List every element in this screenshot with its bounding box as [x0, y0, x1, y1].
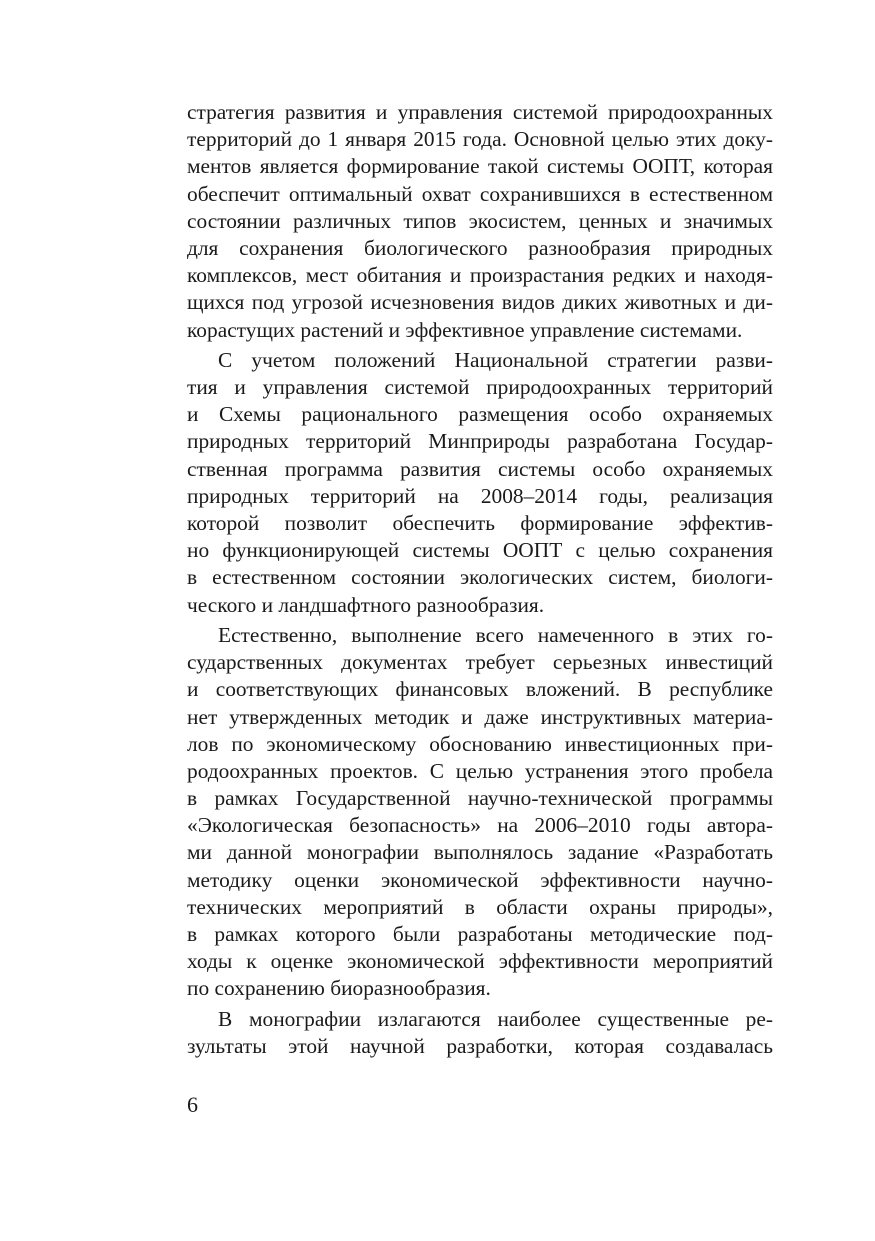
- text-line: сударственных документах требует серьезных инвестиций: [187, 650, 773, 675]
- text-line: состоянии различных типов экосистем, ценных и значимых: [187, 208, 773, 233]
- text-line: «Экологическая безопасность» на 2006–2010 годы автора-: [187, 813, 773, 838]
- text-line: родоохранных проектов. С целью устранения этого пробела: [187, 758, 773, 783]
- text-line: С учетом положений Национальной стратегии разви-: [218, 347, 773, 372]
- text-line: методику оценки экономической эффективности научно-: [187, 867, 773, 892]
- paragraph: [187, 622, 773, 1003]
- text-line: и соответствующих финансовых вложений. В республике: [187, 677, 773, 702]
- text-line: ходы к оценке экономической эффективности мероприятий: [187, 949, 773, 974]
- text-line: Естественно, выполнение всего намеченного в этих го-: [218, 622, 773, 647]
- text-line: щихся под угрозой исчезновения видов диких животных и ди-: [187, 290, 773, 315]
- text-line: корастущих растений и эффективное управление системами.: [187, 317, 743, 342]
- text-line: ми данной монографии выполнялось задание «Разработать: [187, 840, 773, 865]
- text-line: нет утвержденных методик и даже инструктивных материа-: [187, 704, 773, 729]
- text-line: в естественном состоянии экологических систем, биологи-: [187, 565, 773, 590]
- paragraph: [187, 347, 773, 619]
- text-line: природных территорий на 2008–2014 годы, реализация: [187, 483, 773, 508]
- text-line: зультаты этой научной разработки, которая создавалась: [187, 1033, 773, 1058]
- text-line: по сохранению биоразнообразия.: [187, 976, 491, 1001]
- text-line: ментов является формирование такой системы ООПТ, которая: [187, 154, 773, 179]
- text-line: в рамках которого были разработаны методические под-: [187, 922, 773, 946]
- text-line: которой позволит обеспечить формирование эффектив-: [187, 511, 773, 535]
- text-line: технических мероприятий в области охраны природы»,: [187, 894, 773, 919]
- paragraph: [187, 99, 773, 344]
- text-line: ственная программа развития системы особо охраняемых: [187, 456, 773, 481]
- text-line: обеспечит оптимальный охват сохранившихся в естественном: [187, 181, 773, 206]
- text-line: но функционирующей системы ООПТ с целью сохранения: [187, 538, 773, 563]
- text-line: стратегия развития и управления системой природоохранных: [187, 100, 773, 124]
- text-line: и Схемы рационального размещения особо охраняемых: [187, 402, 773, 427]
- text-line: ческого и ландшафтного разнообразия.: [187, 592, 545, 617]
- text-line: для сохранения биологического разнообразия природных: [187, 235, 773, 260]
- page-number: 6: [187, 1092, 198, 1117]
- body-text: [187, 99, 773, 1063]
- text-line: в рамках Государственной научно-технической программы: [187, 786, 773, 811]
- text-line: комплексов, мест обитания и произрастания редких и находя-: [187, 263, 773, 288]
- text-line: лов по экономическому обоснованию инвестиционных при-: [187, 731, 773, 756]
- text-line: тия и управления системой природоохранных территорий: [187, 375, 773, 400]
- paragraph: [187, 1006, 773, 1060]
- text-line: В монографии излагаются наиболее существенные ре-: [218, 1006, 773, 1031]
- text-line: территорий до 1 января 2015 года. Основной целью этих доку-: [187, 127, 773, 152]
- text-line: природных территорий Минприроды разработана Государ-: [187, 429, 773, 454]
